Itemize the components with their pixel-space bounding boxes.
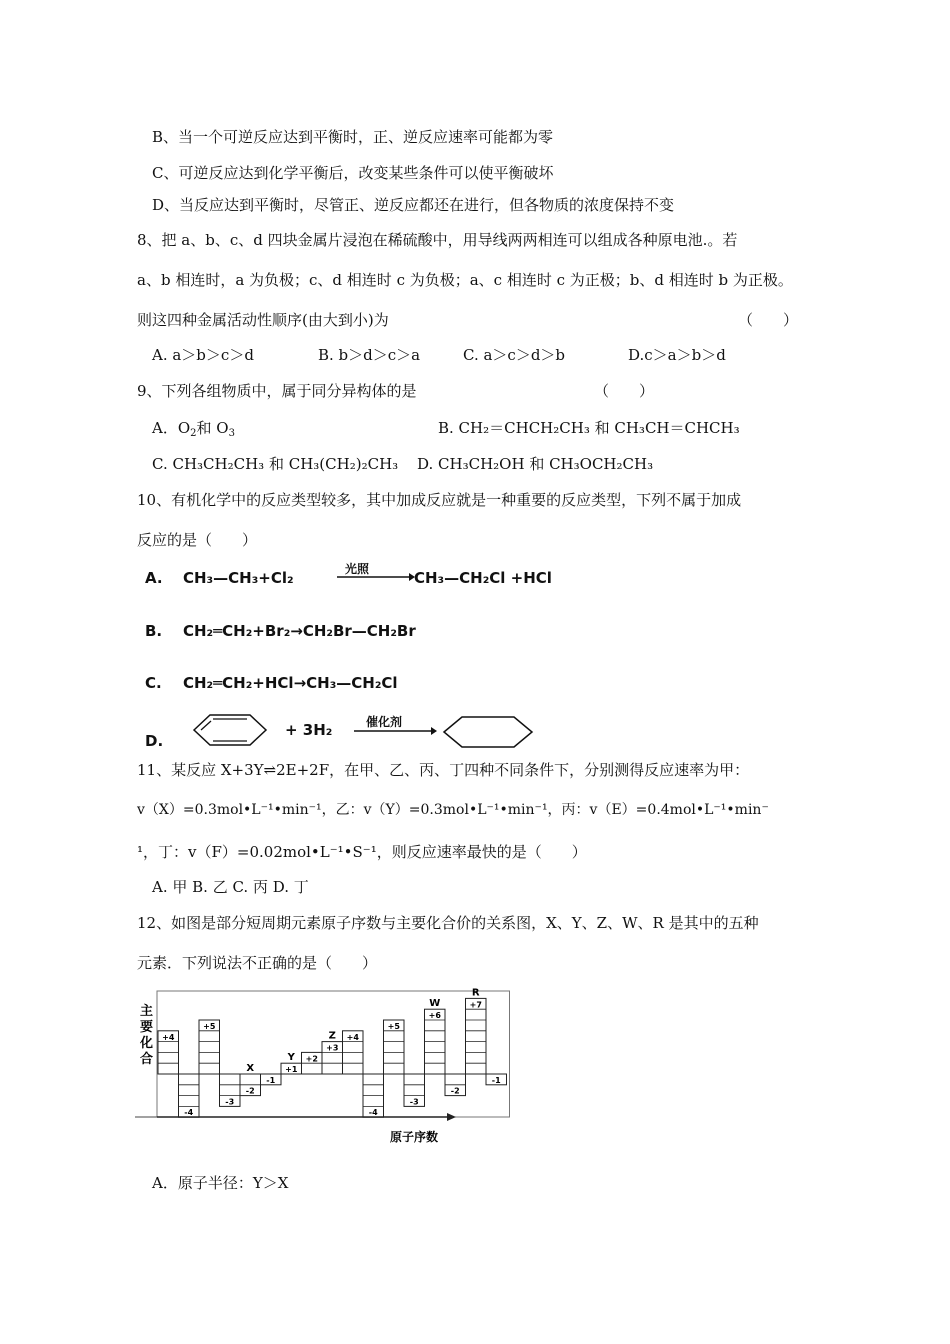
benzene-ring-icon [190, 712, 270, 748]
chart-element-label: R [471, 987, 480, 999]
cyclohexane-ring-icon [440, 714, 540, 750]
q11-stem-line3: ¹，丁：v（F）=0.02mol•L⁻¹•S⁻¹，则反应速率最快的是（ ） [137, 843, 587, 861]
q11-options: A. 甲 B. 乙 C. 丙 D. 丁 [152, 878, 309, 896]
q10-option-a-reactants: CH₃—CH₃+Cl₂ [183, 569, 294, 587]
q11-stem-line2: v（X）=0.3mol•L⁻¹•min⁻¹，乙：v（Y）=0.3mol•L⁻¹•min⁻¹，丙：v（E）=0.4mol•L⁻¹•min⁻ [137, 802, 769, 818]
chart-value-label: +3 [326, 1043, 339, 1053]
q8-answer-paren: （ ） [738, 311, 799, 329]
q10-stem-line2: 反应的是（ ） [137, 531, 258, 549]
q9-answer-paren: （ ） [594, 382, 655, 400]
q10-option-a-label: A. [145, 569, 163, 587]
chart-value-label: -2 [450, 1086, 460, 1096]
q8-option-b: B. b＞d＞c＞a [318, 346, 421, 364]
q12-option-a: A．原子半径：Y＞X [152, 1174, 289, 1192]
chart-value-label: -4 [184, 1108, 194, 1118]
q10-option-d-condition: 催化剂 [366, 715, 403, 729]
q10-option-d-hydrogen: + 3H₂ [285, 721, 333, 739]
chart-element-label: X [246, 1063, 255, 1074]
chart-value-label: +7 [469, 1000, 482, 1010]
q12-stem-line2: 元素．下列说法不正确的是（ ） [137, 954, 378, 972]
chart-bar [466, 998, 487, 1074]
q10-stem-line1: 10、有机化学中的反应类型较多，其中加成反应就是一种重要的反应类型，下列不属于加成 [137, 491, 742, 509]
chart-value-label: -4 [368, 1108, 378, 1118]
chart-value-label: -3 [225, 1097, 235, 1107]
chart-bars [158, 998, 507, 1117]
chart-value-label: -3 [409, 1097, 419, 1107]
chart-value-label: +5 [203, 1022, 216, 1031]
q7-option-d: D、当反应达到平衡时，尽管正、逆反应都还在进行，但各物质的浓度保持不变 [152, 196, 675, 214]
q10-option-b-equation: CH₂═CH₂+Br₂→CH₂Br—CH₂Br [183, 622, 416, 640]
chart-value-label: +2 [305, 1054, 318, 1064]
q10-option-d-label: D. [145, 732, 164, 750]
q12-stem-line1: 12、如图是部分短周期元素原子序数与主要化合价的关系图，X、Y、Z、W、R 是其中的五种 [137, 914, 759, 932]
chart-value-label: +4 [162, 1032, 175, 1042]
chart-value-label: +5 [387, 1022, 400, 1031]
q10-option-a-products: CH₃—CH₂Cl +HCl [414, 569, 552, 587]
valence-chart [132, 985, 501, 1147]
y-axis-label-1: 主 [140, 1004, 154, 1019]
y-axis-label-2: 要 [140, 1020, 154, 1035]
q11-stem-line1: 11、某反应 X+3Y⇌2E+2F，在甲、乙、丙、丁四种不同条件下，分别测得反应速率为甲： [137, 761, 750, 779]
q10-option-c-equation: CH₂═CH₂+HCl→CH₃—CH₂Cl [183, 674, 398, 692]
q8-stem-line1: 8、把 a、b、c、d 四块金属片浸泡在稀硫酸中，用导线两两相连可以组成各种原电池.。若 [137, 231, 738, 249]
chart-value-label: -1 [491, 1075, 501, 1085]
q8-stem-line2: a、b 相连时，a 为负极；c、d 相连时 c 为负极；a、c 相连时 c 为正极；b、d 相连时 b 为正极。 [137, 271, 793, 289]
chart-element-label: W [429, 998, 441, 1010]
q7-option-c: C、可逆反应达到化学平衡后，改变某些条件可以使平衡破坏 [152, 164, 554, 182]
chart-value-label: -2 [245, 1086, 255, 1096]
chart-element-label: Y [287, 1052, 295, 1064]
reaction-arrow-icon [335, 570, 415, 584]
q9-option-b: B. CH₂＝CHCH₂CH₃ 和 CH₃CH＝CHCH₃ [438, 419, 740, 437]
x-axis-label: 原子序数 [390, 1130, 439, 1144]
q9-option-a: A．$O_2$和 $O_3$ [152, 419, 235, 439]
chart-value-label: +1 [285, 1065, 298, 1075]
q10-option-c-label: C. [145, 674, 162, 692]
y-axis-label-3: 化 [140, 1036, 154, 1051]
chart-value-label: -1 [266, 1075, 276, 1085]
q10-option-b-label: B. [145, 622, 163, 640]
q8-option-a: A. a＞b＞c＞d [152, 346, 254, 364]
chart-value-label: +6 [428, 1011, 441, 1021]
q9-option-d: D. CH₃CH₂OH 和 CH₃OCH₂CH₃ [417, 455, 654, 473]
q10-option-a-condition: 光照 [345, 562, 370, 576]
chart-value-label: +4 [346, 1032, 359, 1042]
q9-stem: 9、下列各组物质中，属于同分异构体的是 [137, 382, 417, 400]
chart-element-label: Z [328, 1030, 336, 1042]
reaction-arrow-icon [352, 724, 437, 738]
y-axis-label-4: 合 [140, 1052, 154, 1067]
q7-option-b: B、当一个可逆反应达到平衡时，正、逆反应速率可能都为零 [152, 128, 554, 146]
chart-bar-rect [466, 998, 487, 1074]
q9-option-c: C. CH₃CH₂CH₃ 和 CH₃(CH₂)₂CH₃ [152, 455, 399, 473]
q8-option-c: C. a＞c＞d＞b [463, 346, 566, 364]
q8-option-d: D.c＞a＞b＞d [628, 346, 726, 364]
q8-stem-line3: 则这四种金属活动性顺序(由大到小)为 [137, 311, 389, 329]
x-axis-arrow-icon [447, 1113, 456, 1121]
